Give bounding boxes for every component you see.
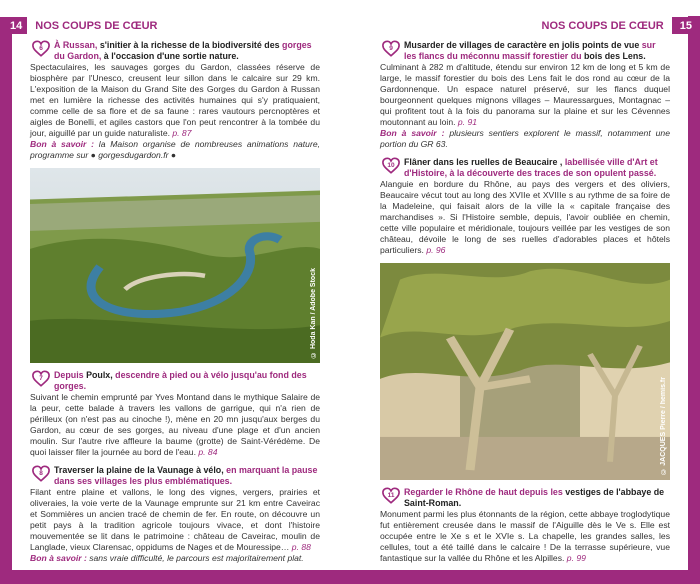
entry-number: 9 <box>389 45 393 52</box>
photo-beaucaire-square <box>380 263 670 480</box>
text-t0: Depuis <box>54 370 87 380</box>
entry-body <box>380 62 670 128</box>
entry-11 <box>380 487 670 564</box>
text-t2: en marquant la pause dans ses villages les plus emblématiques. <box>54 465 318 486</box>
entry-8 <box>30 465 320 564</box>
text-body: Filant entre plaine et vallons, le long des vignes, vergers, prairies et oliveraies, la voie verte de la Vaunage emprunte sur 21 km entre Caveirac et Sommières un ancien tracé de chemin de fer. En route, on découvre un petit pays à la tradition agricole toujours vivace, et dont l'histoire mouvementée se lit dans le patrimoine : château de Caveirac, moulin de Langlade, vieux Clarensac, oppidums de Nages et de Mouressipe… <box>30 487 320 552</box>
entry-number: 8 <box>39 470 43 477</box>
text-bon: sans vraie difficulté, le parcours est majoritairement plat. <box>86 553 304 563</box>
entry-7 <box>30 370 320 458</box>
text-bon_label: Bon à savoir : <box>380 128 445 138</box>
entry-10 <box>380 157 670 256</box>
text-t1: Musarder de villages de caractère en jolis points de vue <box>404 40 640 50</box>
left-header <box>5 17 158 34</box>
text-body: Alanguie en bordure du Rhône, au pays des vergers et des oliviers, Beaucaire vécut tout au long des XVIIe et XVIIIe s au rythme de sa foire de la Madeleine, qui faisait alors de la ville la « capitale française des marchandises ». Si l'Histoire semble, depuis, l'avoir oubliée en chemin, cette ville populaire et méridionale, toujours veillée par les vestiges de son château, dévoile le long de ses ruelles d'adorables places et hôtels particuliers. <box>380 179 670 255</box>
page-reference[interactable]: p. 99 <box>566 553 586 563</box>
text-bon: la Maison organise de nombreuses animations nature, programme sur ● gorgesdugardon.fr ● <box>30 139 320 160</box>
text-t1: s'initier à la richesse de la biodiversité des <box>97 40 283 50</box>
photo-gorges-du-gardon <box>30 168 320 363</box>
section-title: NOS COUPS DE CŒUR <box>35 19 158 32</box>
text-body: Suivant le chemin emprunté par Yves Montand dans le mythique Salaire de la peur, cette balade à travers les vallons de garrigue, qui n'a rien de périlleux (on n'est pas au cinoche !), mène en 20 mn jusqu'aux berges du Gardon, au cœur de ses gorges, au niveau d'une plage et d'un ancien moulin. Sur l'autre rive affleure la baume (grotte) de Saint-Vérédème. De quoi laisser filer la journée au bord de l'eau. <box>30 392 320 457</box>
entry-title <box>380 487 670 509</box>
corner <box>0 0 12 17</box>
text-t1: Traverser la plaine de la Vaunage à vélo, <box>54 465 224 475</box>
text-body: Spectaculaires, les sauvages gorges du Gardon, classées réserve de biosphère par l'Unesco, creusent leur sillon dans le calcaire sur 29 km. L'exposition de la Maison du Grand Site des Gorges du Gardon à Russan met en lumière la richesse des activités humaines qui s'y pratiquaient, comme celle de sa flore et de sa faune : rares vautours percnoptères et aigles de Bonelli, et agiles castors que l'on peut rencontrer à la tombée du jour, aiguillé par un guide naturaliste. <box>30 62 320 138</box>
text-body: Culminant à 282 m d'altitude, étendu sur environ 12 km de long et 5 km de large, le massif forestier du bois des Lens fait le dos rond au cœur de la Gardonnenque. Un espace naturel préservé, sur les flancs duquel bourgeonnent quelques mignons villages – Mauressargues, Montagnac – qui profitent tout à la fois du panorama sur la plaine et sur les Cévennes moutonnant au loin. <box>380 62 670 127</box>
page-reference[interactable]: p. 88 <box>291 542 311 552</box>
right-column <box>380 40 670 564</box>
text-body: Monument parmi les plus étonnants de la région, cette abbaye troglodytique fut entièrement creusée dans le massif de l'Aiguille dès le Ve s. Elle est occupée entre le Xe s et le XVIe s. La chapelle, les grandes salles, les cellules, tout a été taillé dans le calcaire ! De la terrasse supérieure, vue fantastique sur la vallée du Rhône et les Alpilles. <box>380 509 670 563</box>
entry-title <box>380 40 670 62</box>
page-reference[interactable]: p. 91 <box>457 117 478 127</box>
text-t3: à l'occasion d'une sortie nature. <box>101 51 239 61</box>
page-reference[interactable]: p. 84 <box>198 447 218 457</box>
entry-title <box>30 465 320 487</box>
section-title: NOS COUPS DE CŒUR <box>541 19 664 32</box>
entry-title <box>30 40 320 62</box>
page-number: 15 <box>672 17 700 34</box>
text-bon: plusieurs sentiers explorent le massif, notamment une portion du GR 63. <box>380 128 670 149</box>
text-t2: sur les flancs du méconnu massif forestier du <box>404 40 656 61</box>
right-header <box>542 17 700 34</box>
tip <box>30 139 320 161</box>
entry-title <box>380 157 670 179</box>
tip <box>380 128 670 150</box>
text-bon_label: Bon à savoir : <box>30 553 87 563</box>
text-t2: descendre à pied ou à vélo jusqu'au fond des gorges. <box>54 370 307 391</box>
top-margin <box>0 0 700 16</box>
entry-body <box>380 179 670 256</box>
text-t2: labellisée ville d'Art et d'Histoire, à la découverte des traces de son opulent passé. <box>404 157 658 178</box>
entry-body <box>30 392 320 458</box>
text-t2: gorges du Gardon, <box>54 40 312 61</box>
text-t1: Flâner dans les ruelles de Beaucaire , <box>404 157 563 167</box>
entry-body <box>380 509 670 564</box>
entry-number: 6 <box>39 45 43 52</box>
tip <box>30 553 320 564</box>
entry-title <box>30 370 320 392</box>
photo-credit: © JACQUES Pierre / hemis.fr <box>660 377 667 475</box>
entry-number: 11 <box>387 492 395 499</box>
text-t3: bois des Lens. <box>584 51 646 61</box>
page-reference[interactable]: p. 96 <box>426 245 446 255</box>
text-t1: vestiges de l'abbaye de Saint-Roman. <box>404 487 665 508</box>
text-bon_label: Bon à savoir : <box>30 139 95 149</box>
text-t0: Regarder le Rhône de haut depuis les <box>404 487 566 497</box>
entry-6 <box>30 40 320 161</box>
page-reference[interactable]: p. 87 <box>172 128 192 138</box>
entry-number: 10 <box>387 162 395 169</box>
left-column <box>30 40 320 564</box>
photo-credit: © Hoda Kan / Adobe Stock <box>310 268 317 358</box>
entry-body <box>30 487 320 553</box>
text-t1: Poulx, <box>86 370 113 380</box>
entry-number: 7 <box>39 375 43 382</box>
page-number: 14 <box>5 17 27 34</box>
entry-body <box>30 62 320 139</box>
entry-9 <box>380 40 670 150</box>
text-t0: À Russan, <box>54 40 98 50</box>
